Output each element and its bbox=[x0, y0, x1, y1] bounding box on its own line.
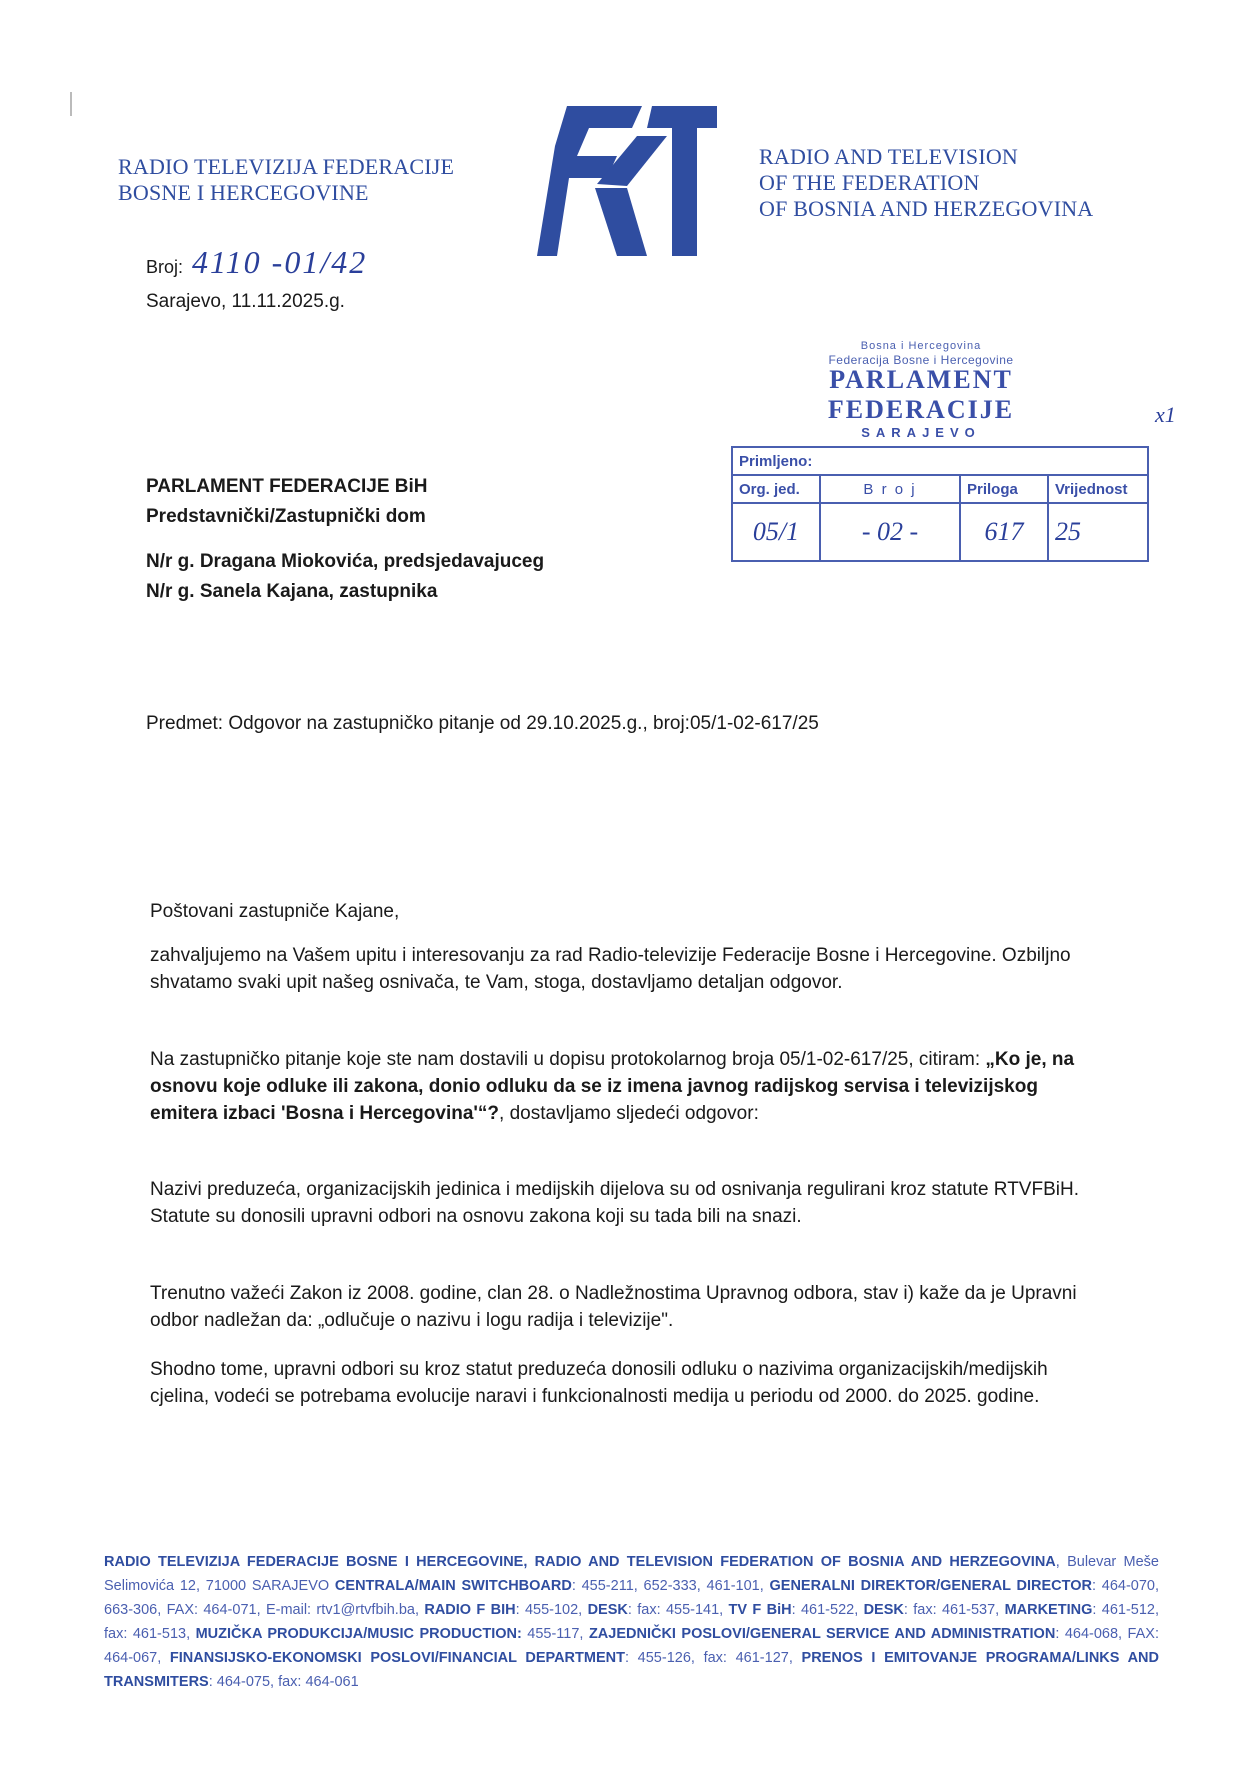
attention-line1: N/r g. Dragana Miokovića, predsjedavajuceg bbox=[146, 551, 545, 572]
stamp-city: SARAJEVO bbox=[861, 425, 981, 440]
footer-marketing-label: MARKETING bbox=[1004, 1602, 1093, 1618]
footer-desk2-value: : fax: 461-537, bbox=[903, 1602, 1005, 1618]
header-left-line1: RADIO TELEVIZIJA FEDERACIJE bbox=[118, 154, 455, 179]
footer-org: RADIO TELEVIZIJA FEDERACIJE BOSNE I HERCEGOVINE, RADIO AND TELEVISION FEDERATION OF BOSNIA AND HERZEGOVINA bbox=[104, 1554, 1056, 1570]
footer-tv-value: : 461-522, bbox=[791, 1602, 864, 1618]
paragraph-4 bbox=[150, 1280, 1095, 1334]
footer-finance-label: FINANSIJSKO-EKONOMSKI POSLOVI/FINANCIAL DEPARTMENT bbox=[169, 1650, 625, 1666]
paragraph-5-text: Shodno tome, upravni odbori su kroz statut preduzeća donosili odluku o nazivima organizacijskih/medijskih cjelina, vodeći se potrebama evolucije naravi i funkcionalnosti medija u periodu od 2000. do 2025. godine. bbox=[150, 1359, 1048, 1407]
footer-switch-label: CENTRALA/MAIN SWITCHBOARD bbox=[334, 1578, 572, 1594]
stamp-val-priloga: 617 bbox=[960, 503, 1048, 561]
paragraph-2-text bbox=[150, 1046, 1095, 1127]
stamp-line1: Bosna i Hercegovina bbox=[860, 340, 982, 352]
footer-finance-value: : 455-126, fax: 461-127, bbox=[624, 1650, 802, 1666]
footer-radio-value: : 455-102, bbox=[515, 1602, 588, 1618]
margin-mark bbox=[70, 92, 72, 116]
paragraph-3 bbox=[150, 1176, 1095, 1230]
footer-marketing-value: : 461-512, fax: 461-513, bbox=[104, 1602, 1159, 1642]
reference-date: Sarajevo, 11.11.2025.g. bbox=[146, 291, 345, 312]
recipient-block bbox=[146, 472, 428, 532]
frt-logo bbox=[537, 106, 717, 256]
attention-block bbox=[146, 547, 544, 607]
stamp-title: PARLAMENT FEDERACIJE bbox=[827, 365, 1015, 424]
footer-general-label: ZAJEDNIČKI POSLOVI/GENERAL SERVICE AND ADMINISTRATION bbox=[588, 1626, 1056, 1642]
footer-desk2-label: DESK bbox=[863, 1602, 904, 1618]
header-right bbox=[759, 144, 1093, 222]
stamp-val-org: 05/1 bbox=[732, 503, 820, 561]
footer-director-value: : 464-070, 663-306, FAX: 464-071, E-mail: rtv1@rtvfbih.ba, bbox=[104, 1578, 1160, 1618]
footer-music-value: 455-117, bbox=[521, 1626, 589, 1642]
subject-line: Predmet: Odgovor na zastupničko pitanje od 29.10.2025.g., broj:05/1-02-617/25 bbox=[146, 713, 819, 734]
paragraph-2-quote: „Ko je, na osnovu koje odluke ili zakona, donio odluku da se iz imena javnog radijskog servisa i televizijskog emitera izbaci 'Bosna i Hercegovina'“? bbox=[150, 1049, 1075, 1124]
footer-director-label: GENERALNI DIREKTOR/GENERAL DIRECTOR bbox=[769, 1578, 1092, 1594]
paragraph-2-outro: , dostavljamo sljedeći odgovor: bbox=[499, 1103, 759, 1124]
reference-handwritten-number: 4110 -01/42 bbox=[192, 244, 368, 280]
footer-music-label: MUZIČKA PRODUKCIJA/MUSIC PRODUCTION: bbox=[195, 1626, 522, 1642]
greeting bbox=[150, 898, 1095, 925]
footer-address: , Bulevar Meše Selimovića 12, 71000 SARAJEVO bbox=[104, 1554, 1159, 1594]
greeting-text: Poštovani zastupniče Kajane, bbox=[150, 901, 400, 922]
stamp-line2: Federacija Bosne i Hercegovine bbox=[828, 353, 1014, 367]
reference-label: Broj: bbox=[146, 257, 184, 277]
paragraph-4-text: Trenutno važeći Zakon iz 2008. godine, clan 28. o Nadležnostima Upravnog odbora, stav i) kaže da je Upravni odbor nadležan da: „odlučuje o nazivu i logu radija i televizije". bbox=[150, 1283, 1077, 1331]
stamp-table bbox=[731, 446, 1149, 562]
stamp-col-broj: B r o j bbox=[820, 475, 960, 503]
footer-desk1-label: DESK bbox=[587, 1602, 628, 1618]
header-right-line3: OF BOSNIA AND HERZEGOVINA bbox=[759, 196, 1094, 221]
paragraph-5 bbox=[150, 1356, 1095, 1410]
reference-number bbox=[146, 244, 367, 281]
footer-radio-label: RADIO F BIH bbox=[424, 1602, 516, 1618]
paragraph-3-text: Nazivi preduzeća, organizacijskih jedinica i medijskih dijelova su od osnivanja regulirani kroz statute RTVFBiH. Statute su donosili upravni odbori na osnovu zakona koji su tada bili na snazi. bbox=[150, 1179, 1079, 1227]
stamp-col-vrijednost: Vrijednost bbox=[1048, 475, 1148, 503]
footer-switch-value: : 455-211, 652-333, 461-101, bbox=[571, 1578, 770, 1594]
stamp-val-vrijednost: 25 bbox=[1048, 503, 1148, 561]
stamp-mark: x1 bbox=[1155, 402, 1176, 427]
header-right-line1: RADIO AND TELEVISION bbox=[759, 144, 1019, 169]
header-left-line2: BOSNE I HERCEGOVINE bbox=[118, 180, 369, 205]
paragraph-1 bbox=[150, 942, 1095, 996]
footer-desk1-value: : fax: 455-141, bbox=[627, 1602, 729, 1618]
stamp-col-org: Org. jed. bbox=[732, 475, 820, 503]
footer-contacts bbox=[104, 1550, 1159, 1694]
paragraph-2-intro: Na zastupničko pitanje koje ste nam dostavili u dopisu protokolarnog broja 05/1-02-617/25, citiram: bbox=[150, 1049, 986, 1070]
stamp-val-broj: - 02 - bbox=[820, 503, 960, 561]
recipient-line2: Predstavnički/Zastupnički dom bbox=[146, 506, 426, 527]
header-left bbox=[118, 154, 454, 206]
footer-links-value: : 464-075, fax: 464-061 bbox=[208, 1674, 359, 1690]
footer-links-label: PRENOS I EMITOVANJE PROGRAMA/LINKS AND TRANSMITERS bbox=[104, 1650, 1159, 1690]
received-stamp bbox=[731, 340, 1151, 562]
footer-tv-label: TV F BiH bbox=[728, 1602, 792, 1618]
attention-line2: N/r g. Sanela Kajana, zastupnika bbox=[146, 581, 438, 602]
footer-general-value: : 464-068, FAX: 464-067, bbox=[104, 1626, 1159, 1666]
paragraph-2 bbox=[150, 1046, 1095, 1127]
recipient-line1: PARLAMENT FEDERACIJE BiH bbox=[146, 476, 428, 497]
header-right-line2: OF THE FEDERATION bbox=[759, 170, 980, 195]
stamp-col-priloga: Priloga bbox=[960, 475, 1048, 503]
stamp-received-label: Primljeno: bbox=[732, 447, 1148, 475]
paragraph-1-text: zahvaljujemo na Vašem upitu i interesovanju za rad Radio-televizije Federacije Bosne i Hercegovine. Ozbiljno shvatamo svaki upit našeg osnivača, te Vam, stoga, dostavljamo detaljan odgovor. bbox=[150, 945, 1071, 993]
